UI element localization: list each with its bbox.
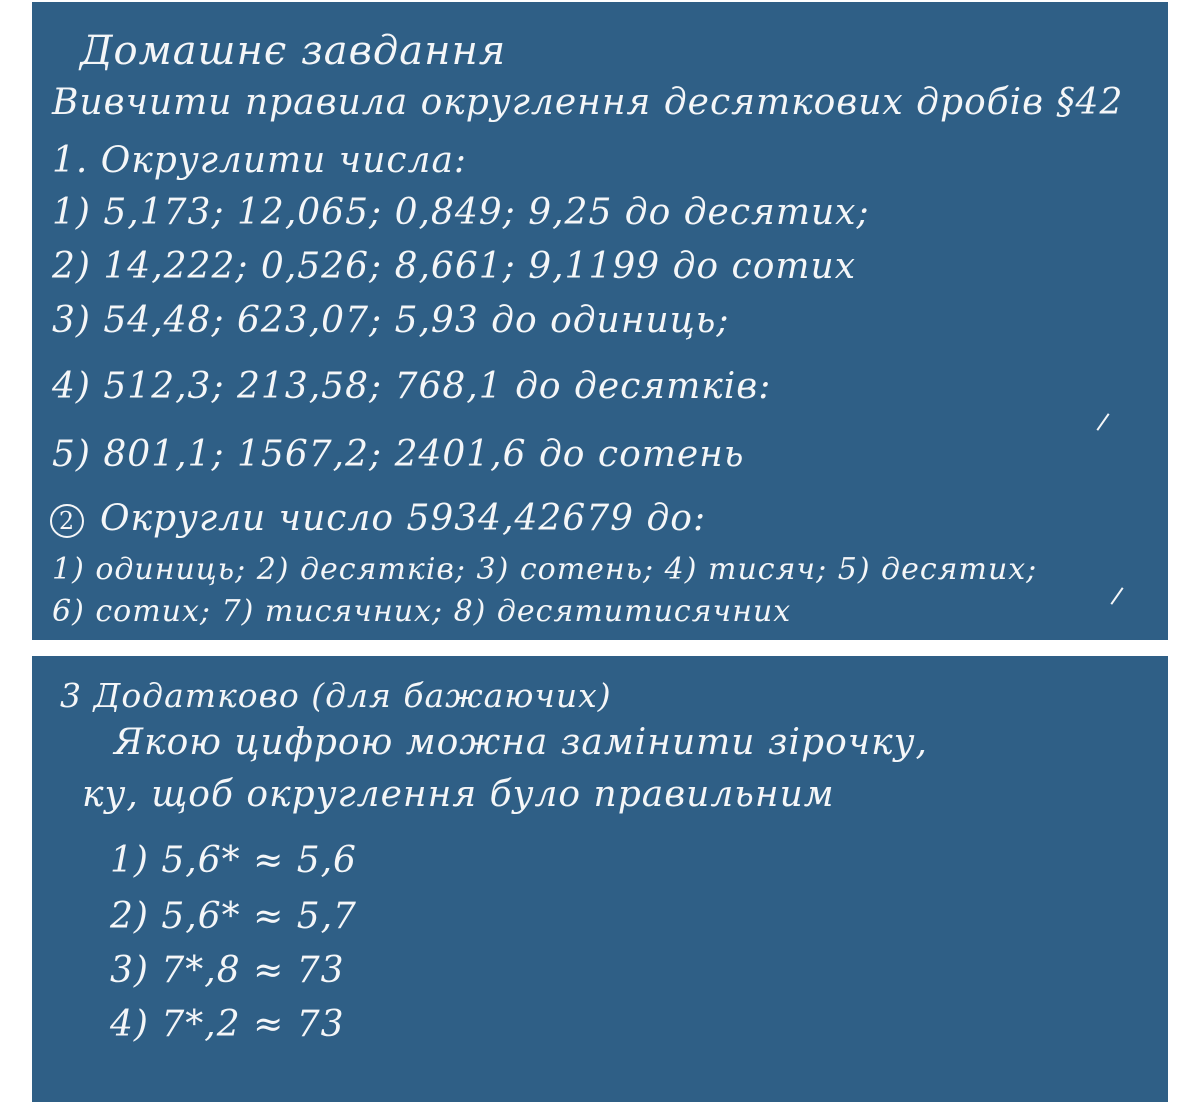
task3-item-1: 1) 5,6* ≈ 5,6	[110, 840, 357, 881]
task1-item-3: 3) 54,48; 623,07; 5,93 до одиниць;	[52, 300, 730, 341]
chalk-stroke	[1096, 413, 1109, 431]
homework-board-top	[32, 2, 1168, 640]
task1-item-1: 1) 5,173; 12,065; 0,849; 9,25 до десятих;	[52, 192, 870, 233]
task1-item-2: 2) 14,222; 0,526; 8,661; 9,1199 до сотих	[52, 246, 856, 287]
task2-heading: Округли число 5934,42679 до:	[100, 498, 707, 539]
task2-heading-row	[50, 498, 706, 539]
task1-item-4: 4) 512,3; 213,58; 768,1 до десятків:	[52, 366, 772, 407]
task1-item-5: 5) 801,1; 1567,2; 2401,6 до сотень	[52, 434, 745, 475]
task3-heading: 3 Додатково (для бажаючих)	[60, 676, 612, 715]
task2-line-2: 6) сотих; 7) тисячних; 8) десятитисячних	[52, 594, 792, 629]
task2-number-circle: 2	[50, 504, 84, 538]
task3-text-line-1: Якою цифрою можна замінити зірочку,	[114, 722, 928, 763]
homework-board-bottom	[32, 656, 1168, 1102]
task3-item-3: 3) 7*,8 ≈ 73	[110, 950, 345, 991]
task1-heading: 1. Округлити числа:	[52, 140, 468, 181]
task-intro: Вивчити правила округлення десяткових дробів §42	[52, 82, 1124, 123]
task2-line-1: 1) одиниць; 2) десятків; 3) сотень; 4) тисяч; 5) десятих;	[52, 552, 1038, 587]
task3-text-line-2: ку, щоб округлення було правильним	[82, 774, 835, 815]
chalk-stroke	[1110, 587, 1123, 605]
task3-item-4: 4) 7*,2 ≈ 73	[110, 1004, 345, 1045]
task3-item-2: 2) 5,6* ≈ 5,7	[110, 896, 357, 937]
homework-title: Домашнє завдання	[80, 28, 507, 74]
